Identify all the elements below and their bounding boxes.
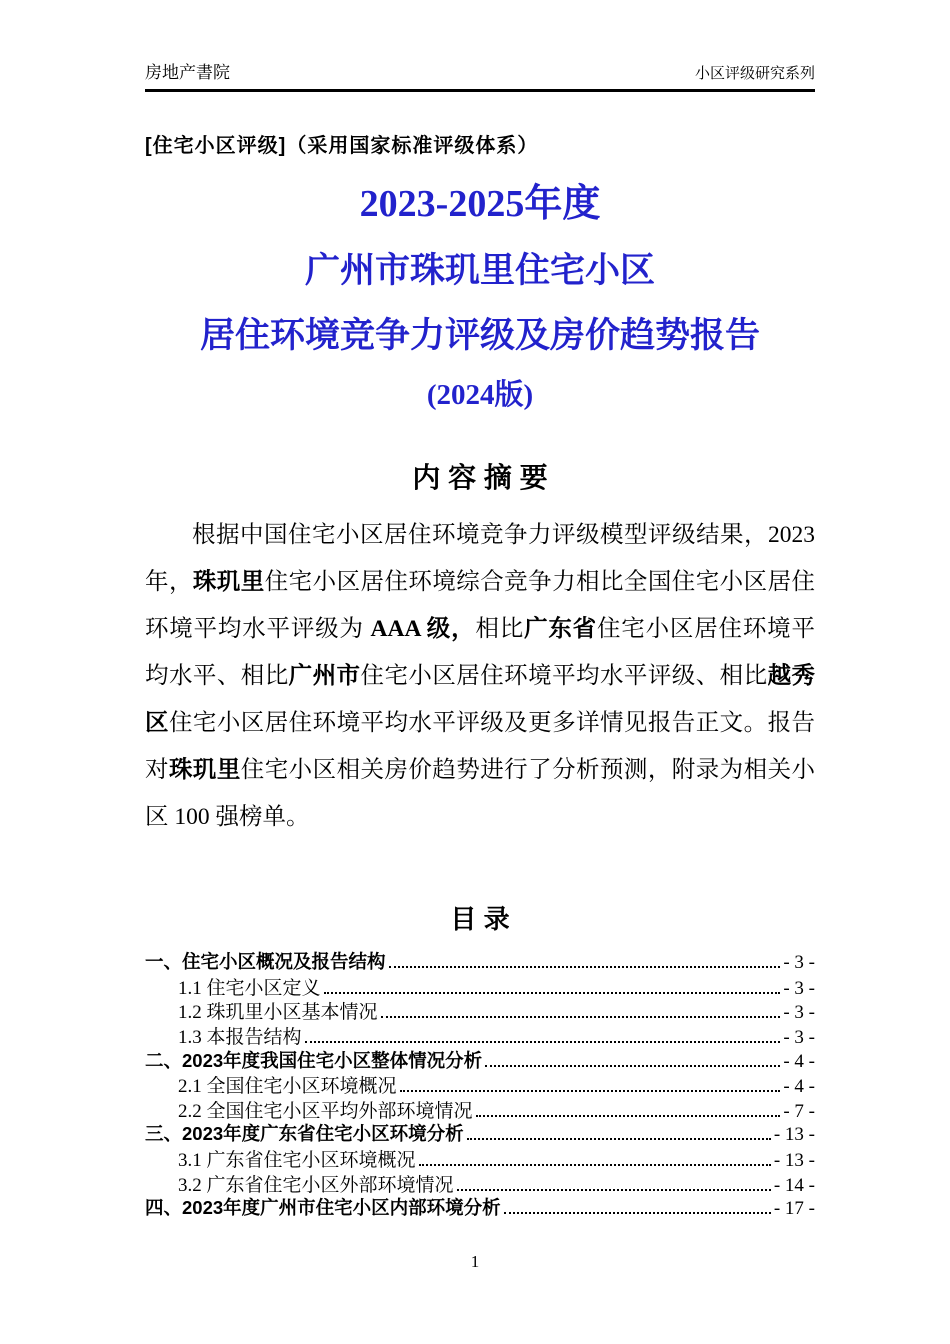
abstract-text-run: 住宅小区居住环境平均水平评级及更多详情见报告正文。报告对 [145,710,816,784]
toc-entry-page: - 3 - [783,952,815,974]
header-series: 小区评级研究系列 [694,65,815,82]
toc-entry[interactable] [145,973,815,998]
title-community-name: 广州市珠玑里住宅小区 [304,250,655,290]
abstract-bold-run: 珠玑里 [168,757,241,784]
toc-entry-label[interactable]: 2.2 全国住宅小区平均外部环境情况 [178,1100,473,1122]
toc-entry-page: - 14 - [773,1174,815,1196]
abstract-bold-run: 广州市 [288,663,361,690]
abstract-text-run: 住宅小区居住环境平均水平评级、相比 [360,663,768,690]
abstract-text-run: 相比 [475,616,525,643]
toc-dotted-leader [305,1041,781,1043]
toc-heading: 目 录 [450,904,510,935]
toc-dotted-leader [467,1138,771,1140]
toc-entry-label[interactable]: 3.2 广东省住宅小区外部环境情况 [178,1174,454,1196]
toc-entry-label[interactable]: 一、住宅小区概况及报告结构 [145,951,386,973]
toc-entry[interactable] [145,997,815,1022]
title-report-name: 居住环境竞争力评级及房价趋势报告 [199,316,760,356]
header-publisher: 房地产書院 [145,63,230,82]
toc-entry[interactable] [145,948,815,973]
toc-entry-label[interactable]: 四、2023年度广州市住宅小区内部环境分析 [145,1197,501,1219]
toc-dotted-leader [476,1115,781,1117]
toc-entry[interactable] [145,1120,815,1145]
abstract-bold-run: 珠玑里 [192,569,265,596]
toc-entry-label[interactable]: 3.1 广东省住宅小区环境概况 [178,1149,416,1171]
title-edition: (2024版) [426,379,534,412]
abstract-text-run: 根据中国住宅小区居住环境竞争力评级模型评级结果，2023 年， [145,522,815,596]
abstract-bold-run: AAA 级， [370,616,476,643]
toc-entry[interactable] [145,1194,815,1219]
toc-dotted-leader [324,992,781,994]
toc-entry-label[interactable]: 2.1 全国住宅小区环境概况 [178,1076,397,1098]
toc-entry-label[interactable]: 三、2023年度广东省住宅小区环境分析 [145,1123,464,1145]
toc-entry-page: - 3 - [783,1026,815,1048]
toc-list [145,948,815,1219]
toc-dotted-leader [485,1065,780,1067]
abstract-heading: 内 容 摘 要 [412,462,548,494]
abstract-bold-run: 广东省 [524,616,597,643]
toc-entry[interactable] [145,1096,815,1121]
toc-entry-label[interactable]: 1.1 住宅小区定义 [178,977,321,999]
toc-entry[interactable] [145,1145,815,1170]
toc-dotted-leader [419,1164,771,1166]
page-number: 1 [470,1252,480,1271]
toc-dotted-leader [504,1212,771,1214]
toc-entry[interactable] [145,1170,815,1195]
page-header [145,58,815,92]
toc-entry-page: - 13 - [773,1149,815,1171]
abstract-text-run: 住宅小区相关房价趋势进行了分析预测，附录为相关小区 100 强榜单。 [145,757,816,831]
toc-entry-label[interactable]: 二、2023年度我国住宅小区整体情况分析 [145,1049,483,1071]
abstract-bold-run: 越秀区 [145,663,816,737]
toc-entry[interactable] [145,1071,815,1096]
toc-entry-page: - 13 - [773,1124,815,1146]
classification-line: [住宅小区评级]（采用国家标准评级体系） [145,135,539,157]
toc-entry-page: - 4 - [783,1076,815,1098]
toc-entry[interactable] [145,1047,815,1072]
toc-dotted-leader [389,966,781,968]
abstract-text-run: 住宅小区居住环境平均水平、相比 [145,616,815,690]
toc-entry-page: - 17 - [773,1198,815,1220]
toc-entry-page: - 4 - [783,1050,815,1072]
abstract-paragraph [145,512,815,841]
toc-entry-label[interactable]: 1.3 本报告结构 [178,1026,302,1048]
toc-entry-page: - 3 - [783,1002,815,1024]
toc-entry-label[interactable]: 1.2 珠玑里小区基本情况 [178,1002,378,1024]
toc-entry-page: - 7 - [783,1100,815,1122]
toc-entry-page: - 3 - [783,977,815,999]
toc-entry[interactable] [145,1022,815,1047]
toc-dotted-leader [381,1016,781,1018]
title-block [145,184,815,412]
toc-dotted-leader [400,1090,781,1092]
toc-dotted-leader [457,1189,771,1191]
abstract-text-run: 住宅小区居住环境综合竞争力相比全国住宅小区居住环境平均水平评级为 [145,569,816,643]
title-years: 2023-2025年度 [359,183,601,225]
